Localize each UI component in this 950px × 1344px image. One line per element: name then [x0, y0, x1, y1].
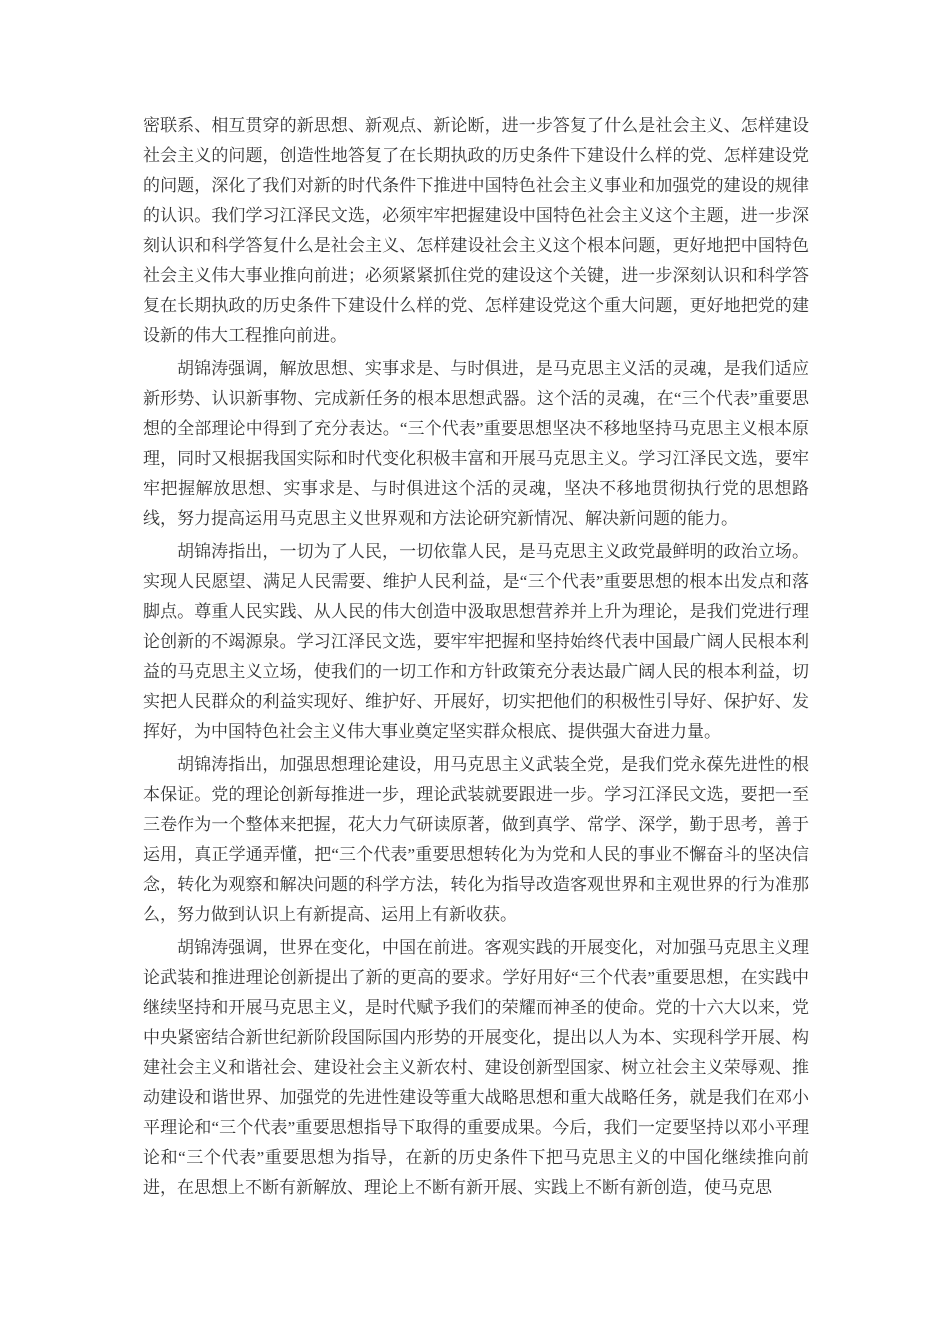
- paragraph-1: 密联系、相互贯穿的新思想、新观点、新论断，进一步答复了什么是社会主义、怎样建设社会主义的问题，创造性地答复了在长期执政的历史条件下建设什么样的党、怎样建设党的问题，深化了我们对新的时代条件下推进中国特色社会主义事业和加强党的建设的规律的认识。我们学习江泽民文选，必须牢牢把握建设中国特色社会主义这个主题，进一步深刻认识和科学答复什么是社会主义、怎样建设社会主义这个根本问题，更好地把中国特色社会主义伟大事业推向前进；必须紧紧抓住党的建设这个关键，进一步深刻认识和科学答复在长期执政的历史条件下建设什么样的党、怎样建设党这个重大问题，更好地把党的建设新的伟大工程推向前进。: [143, 116, 809, 345]
- paragraph-5: 胡锦涛强调，世界在变化，中国在前进。客观实践的开展变化，对加强马克思主义理论武装和推进理论创新提出了新的更高的要求。学好用好“三个代表”重要思想，在实践中继续坚持和开展马克思主义，是时代赋予我们的荣耀而神圣的使命。党的十六大以来，党中央紧密结合新世纪新阶段国际国内形势的开展变化，提出以人为本、实现科学开展、构建社会主义和谐社会、建设社会主义新农村、建设创新型国家、树立社会主义荣辱观、推动建设和谐世界、加强党的先进性建设等重大战略思想和重大战略任务，就是我们在邓小平理论和“三个代表”重要思想指导下取得的重要成果。今后，我们一定要坚持以邓小平理论和“三个代表”重要思想为指导，在新的历史条件下把马克思主义的中国化继续推向前进，在思想上不断有新解放、理论上不断有新开展、实践上不断有新创造，使马克思: [143, 938, 809, 1197]
- paragraph-4: 胡锦涛指出，加强思想理论建设，用马克思主义武装全党，是我们党永葆先进性的根本保证。党的理论创新每推进一步，理论武装就要跟进一步。学习江泽民文选，要把一至三卷作为一个整体来把握，花大力气研读原著，做到真学、常学、深学，勤于思考，善于运用，真正学通弄懂，把“三个代表”重要思想转化为为党和人民的事业不懈奋斗的坚决信念，转化为观察和解决问题的科学方法，转化为指导改造客观世界和主观世界的行为准那么，努力做到认识上有新提高、运用上有新收获。: [143, 755, 809, 924]
- paragraph-3: 胡锦涛指出，一切为了人民，一切依靠人民，是马克思主义政党最鲜明的政治立场。实现人民愿望、满足人民需要、维护人民利益，是“三个代表”重要思想的根本出发点和落脚点。尊重人民实践、从人民的伟大创造中汲取思想营养并上升为理论，是我们党进行理论创新的不竭源泉。学习江泽民文选，要牢牢把握和坚持始终代表中国最广阔人民根本利益的马克思主义立场，使我们的一切工作和方针政策充分表达最广阔人民的根本利益，切实把人民群众的利益实现好、维护好、开展好，切实把他们的积极性引导好、保护好、发挥好，为中国特色社会主义伟大事业奠定坚实群众根底、提供强大奋进力量。: [143, 542, 809, 741]
- document-text-block: [143, 111, 809, 1206]
- paragraph-2: 胡锦涛强调，解放思想、实事求是、与时俱进，是马克思主义活的灵魂，是我们适应新形势、认识新事物、完成新任务的根本思想武器。这个活的灵魂，在“三个代表”重要思想的全部理论中得到了充分表达。“三个代表”重要思想坚决不移地坚持马克思主义根本原理，同时又根据我国实际和时代变化积极丰富和开展马克思主义。学习江泽民文选，要牢牢把握解放思想、实事求是、与时俱进这个活的灵魂，坚决不移地贯彻执行党的思想路线，努力提高运用马克思主义世界观和方法论研究新情况、解决新问题的能力。: [143, 359, 809, 528]
